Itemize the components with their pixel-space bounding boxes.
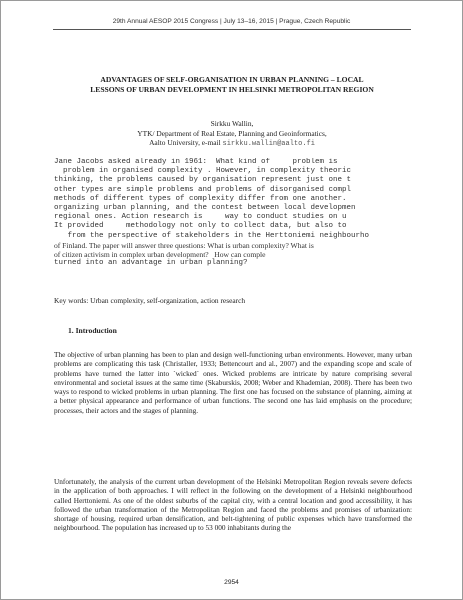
body-paragraph-1: The objective of urban planning has been to plan and design well-functioning urban environments. However, many urban problems are complicating this task (Christaller, 1933; Bettencourt and al., 2007) and the expanding scope and scale of problems have turned the latter into ´wicked´ ones. Wicked problems are intricate by nature comprising several environmental and societal issues at the same time (Skaburskis, 2008; Weber and Khademian, 2008). There has been two ways to respond to wicked problems in urban planning. The first one has focused on the substance of planning, aiming at a better physical appearance and performance of urban functions. The second one has laid emphasis on the procedure; processes, their actors and the stages of planning. xyxy=(54,350,412,415)
author-name: Sirkku Wallin, xyxy=(210,119,254,128)
abstract-line: from the perspective of stakeholders in the Herttoniemi neighbourho xyxy=(54,231,370,240)
university-text: Aalto University, e-mail xyxy=(149,138,223,148)
abstract-line: It provided methodology not only to collect data, but also to xyxy=(54,222,347,231)
author-university xyxy=(41,138,423,150)
header-rule xyxy=(53,29,411,30)
abstract-line: problem in organised complexity . However, in complexity theoric xyxy=(54,167,352,176)
conference-header: 29th Annual AESOP 2015 Congress | July 13–16, 2015 | Prague, Czech Republic xyxy=(112,18,351,25)
abstract-line: of citizen activism in complex urban development? How can comple xyxy=(54,250,266,260)
body-paragraph-2: Unfortunately, the analysis of the current urban development of the Helsinki Metropolitan Region reveals severe defects in the application of both approaches. I will reflect in the following on the development of a Helsinki neighbourhood called Herttoniemi. As one of the oldest suburbs of the capital city, with a central location and good accessibility, it has followed the urban transformation of the Metropolitan Region and faced the problems and promises of urbanization: shortage of housing, required urban densification, and belt-tightening of public expenses which have transformed the neighbourhood. The population has increased up to 53 000 inhabitants during the xyxy=(54,477,412,533)
abstract-line: other types are simple problems and problems of disorganised compl xyxy=(54,185,352,194)
abstract-line: thinking, the problems caused by organisation represent just one t xyxy=(54,176,352,185)
title-line-2: LESSONS OF URBAN DEVELOPMENT IN HELSINKI METROPOLITAN REGION xyxy=(90,85,374,94)
author-affiliation: YTK/ Department of Real Estate, Planning and Geoinformatics, xyxy=(137,128,327,138)
author-block xyxy=(41,119,423,150)
section-heading-introduction: 1. Introduction xyxy=(68,326,117,335)
abstract-line: regional ones. Action research is way to conduct studies on u xyxy=(54,213,347,222)
abstract-line: organizing urban planning, and the contest between local developmen xyxy=(54,204,356,213)
abstract-line: of Finland. The paper will answer three questions: What is urban complexity? What is xyxy=(54,240,314,250)
paper-title xyxy=(41,75,423,95)
abstract xyxy=(54,158,462,268)
abstract-line: Jane Jacobs asked already in 1961: What kind of problem is xyxy=(54,158,338,166)
author-email-link[interactable]: sirkku.wallin@aalto.fi xyxy=(222,140,315,149)
title-line-1: ADVANTAGES OF SELF-ORGANISATION IN URBAN PLANNING – LOCAL xyxy=(100,75,364,84)
keywords: Key words: Urban complexity, self-organization, action research xyxy=(54,296,246,305)
abstract-line: methods of different types of complexity differ from one another. xyxy=(54,194,347,203)
page-number: 2954 xyxy=(224,579,239,586)
abstract-line: turned into an advantage in urban planning? xyxy=(54,259,248,268)
